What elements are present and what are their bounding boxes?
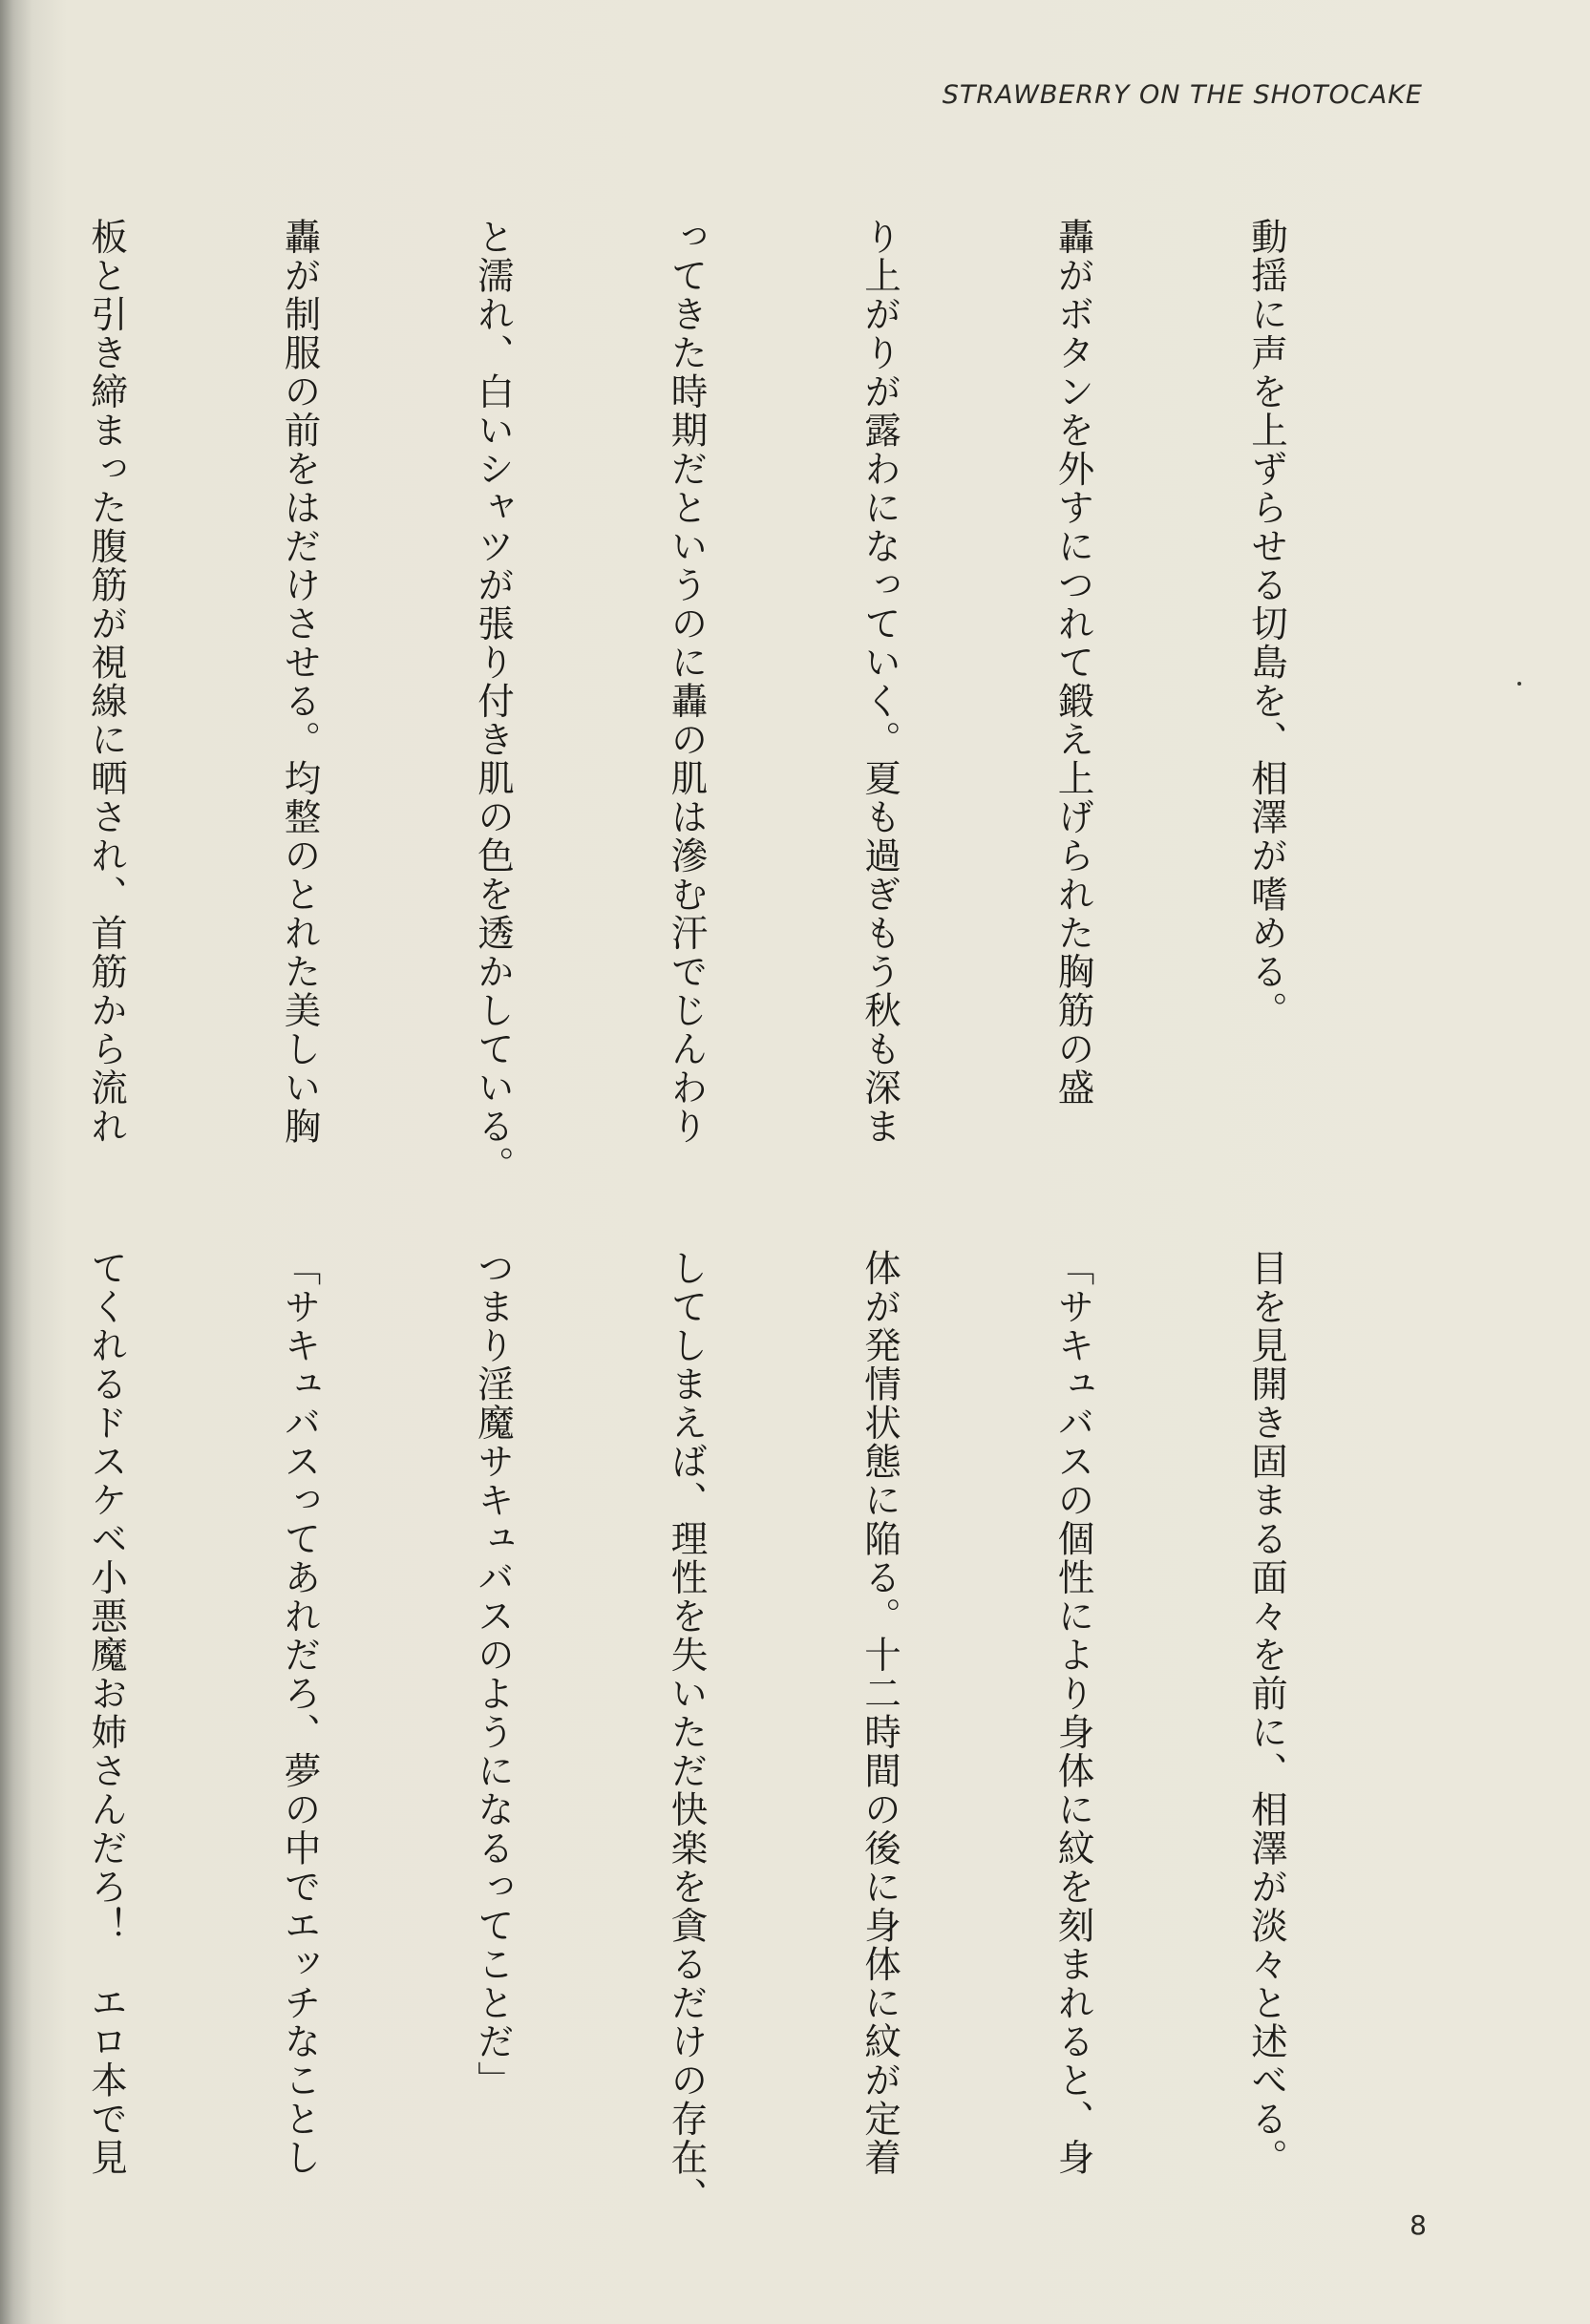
text-line: 板と引き締まった腹筋が視線に晒され、首筋から流れ [85, 218, 128, 1146]
text-block-top [0, 218, 1428, 1185]
text-line: つまり淫魔サキュバスのようになるってことだ」 [472, 1249, 515, 2100]
text-line: 轟が制服の前をはだけさせる。均整のとれた美しい胸 [278, 218, 322, 1146]
text-line: 体が発情状態に陥る。十二時間の後に身体に紋が定着 [859, 1249, 901, 2177]
ink-speck [1517, 682, 1521, 686]
running-title: STRAWBERRY ON THE SHOTOCAKE [942, 80, 1423, 110]
text-line: 轟がボタンを外すにつれて鍛え上げられた胸筋の盛 [1051, 218, 1095, 1108]
text-line: ってきた時期だというのに轟の肌は滲む汗でじんわり [665, 218, 709, 1146]
text-line: てくれるドスケベ小悪魔お姉さんだろ！ エロ本で見 [85, 1249, 128, 2177]
text-line: してしまえば、理性を失いただ快楽を貪るだけの存在、 [665, 1249, 709, 2216]
text-line: 目を見開き固まる面々を前に、相澤が淡々と述べる。 [1245, 1249, 1288, 2177]
page-number: 8 [1410, 2209, 1427, 2241]
text-line: り上がりが露わになっていく。夏も過ぎもう秋も深ま [859, 218, 901, 1146]
text-line: と濡れ、白いシャツが張り付き肌の色を透かしている。 [472, 218, 515, 1185]
text-line: 「サキュバスってあれだろ、夢の中でエッチなことし [278, 1249, 322, 2177]
text-line: 動揺に声を上ずらせる切島を、相澤が嗜める。 [1245, 218, 1288, 1030]
text-line: 「サキュバスの個性により身体に紋を刻まれると、身 [1051, 1249, 1095, 2177]
text-block-bottom [0, 1249, 1428, 2216]
